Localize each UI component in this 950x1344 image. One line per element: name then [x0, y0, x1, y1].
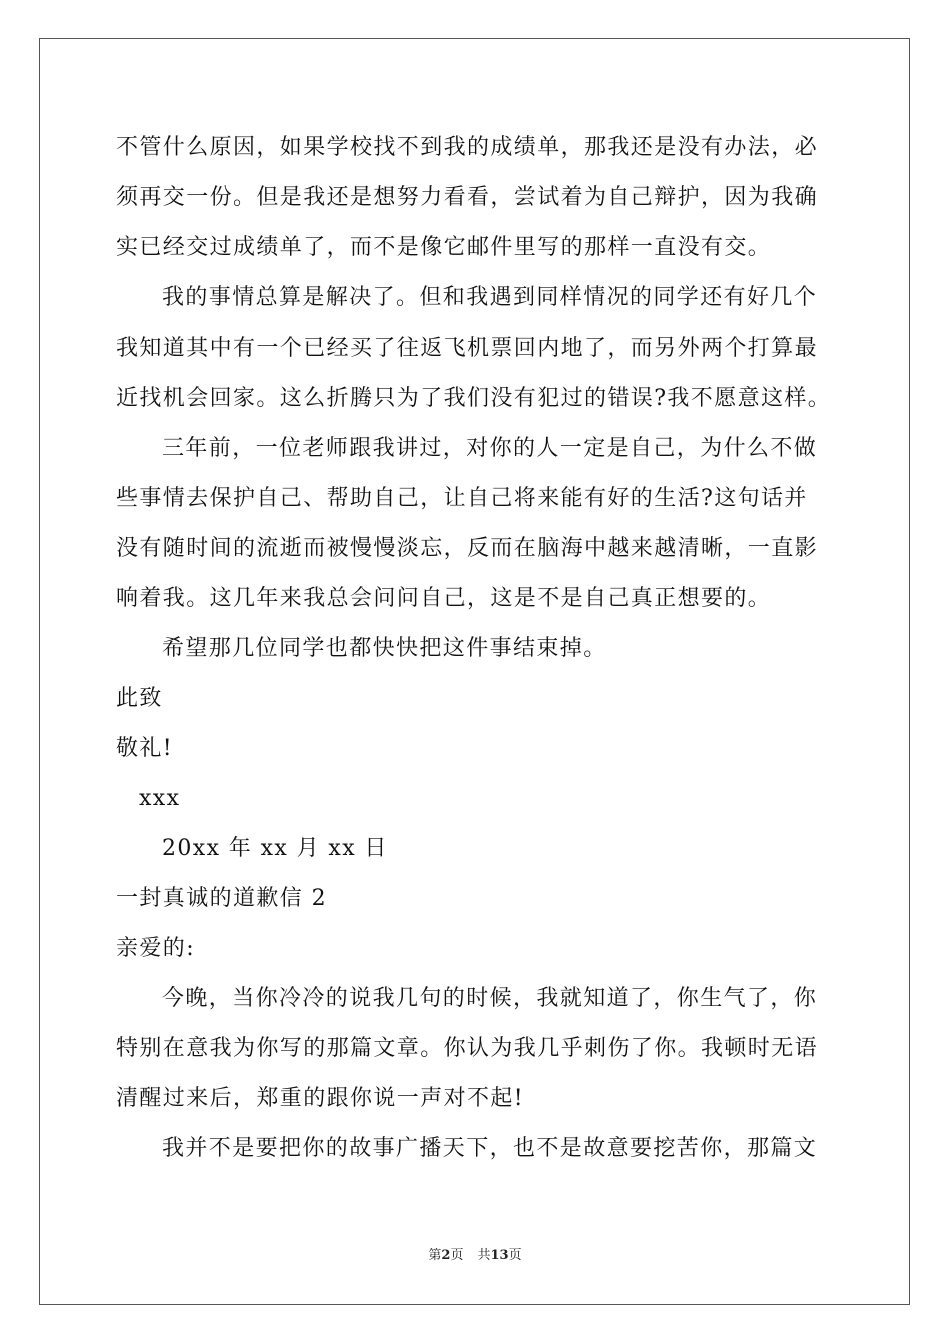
paragraph-line: 三年前，一位老师跟我讲过，对你的人一定是自己，为什么不做: [162, 436, 818, 461]
paragraph-line: 些事情去保护自己、帮助自己，让自己将来能有好的生活?这句话并: [116, 486, 808, 511]
paragraph-line: 希望那几位同学也都快快把这件事结束掉。: [162, 636, 607, 661]
paragraph-line: 我知道其中有一个已经买了往返飞机票回内地了，而另外两个打算最: [116, 336, 819, 361]
signature-name: xxx: [139, 786, 181, 811]
paragraph-line: 须再交一份。但是我还是想努力看看，尝试着为自己辩护，因为我确: [116, 185, 819, 210]
paragraph-line: 不管什么原因，如果学校找不到我的成绩单，那我还是没有办法，必: [116, 135, 819, 160]
paragraph-line: 今晚，当你冷冷的说我几句的时候，我就知道了，你生气了，你: [162, 986, 818, 1011]
page-suffix: 页: [450, 1248, 464, 1263]
page-prefix: 第: [428, 1248, 442, 1263]
page-number: 2: [441, 1248, 451, 1263]
paragraph-line: 实已经交过成绩单了，而不是像它邮件里写的那样一直没有交。: [116, 235, 772, 260]
signature-date: 20xx 年 xx 月 xx 日: [162, 836, 388, 861]
total-prefix: 共: [477, 1248, 491, 1263]
total-suffix: 页: [508, 1248, 522, 1263]
paragraph-line: 清醒过来后，郑重的跟你说一声对不起!: [116, 1086, 525, 1111]
page-border: [39, 38, 910, 1305]
section-title: 一封真诚的道歉信 2: [116, 886, 327, 911]
paragraph-line: 响着我。这几年来我总会问问自己，这是不是自己真正想要的。: [116, 586, 772, 611]
total-pages: 13: [490, 1248, 509, 1263]
paragraph-line: 我的事情总算是解决了。但和我遇到同样情况的同学还有好几个: [162, 285, 818, 310]
paragraph-line: 特别在意我为你写的那篇文章。你认为我几乎刺伤了你。我顿时无语: [116, 1036, 819, 1061]
paragraph-line: 没有随时间的流逝而被慢慢淡忘，反而在脑海中越来越清晰，一直影: [116, 536, 819, 561]
closing-regards: 敬礼!: [116, 736, 174, 761]
paragraph-line: 我并不是要把你的故事广播天下，也不是故意要挖苦你，那篇文: [162, 1136, 818, 1161]
letter-greeting: 亲爱的:: [116, 936, 196, 961]
closing-salutation: 此致: [116, 686, 163, 711]
paragraph-line: 近找机会回家。这么折腾只为了我们没有犯过的错误?我不愿意这样。: [116, 386, 832, 411]
page-footer: [0, 1247, 950, 1265]
